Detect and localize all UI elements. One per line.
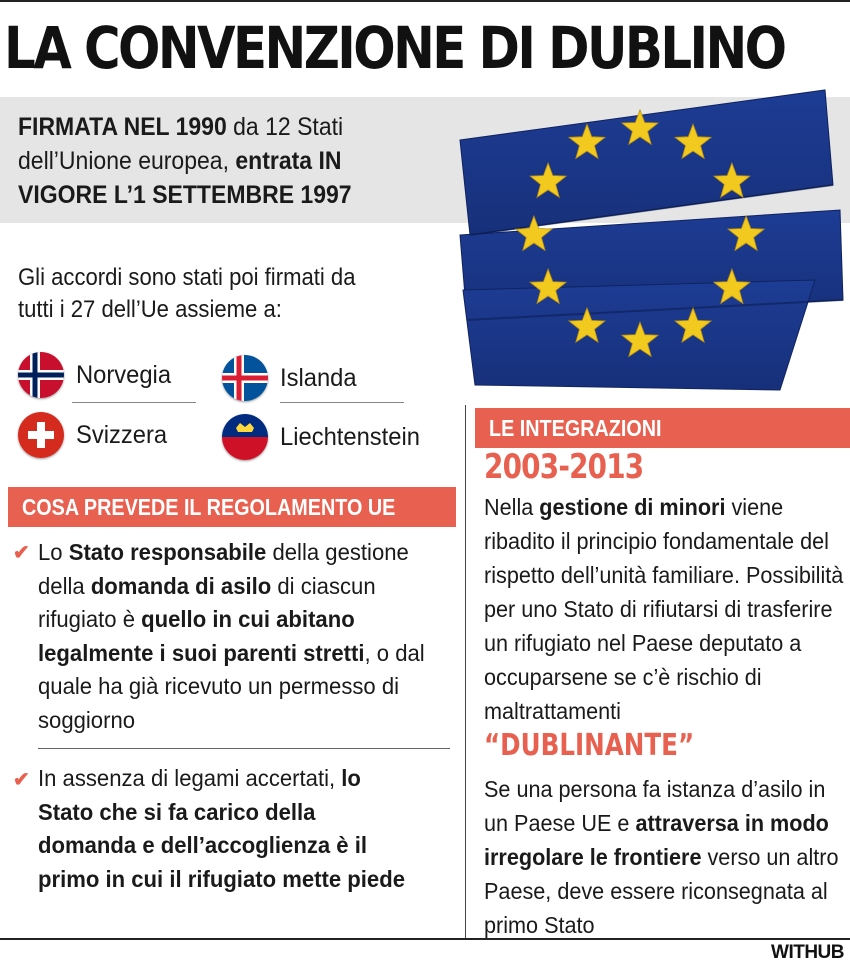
bullet-responsible-state xyxy=(38,536,433,737)
text: di ciascun rifugiato è xyxy=(38,572,376,632)
bold-text: Stato responsabile xyxy=(68,539,267,565)
bold-text: domanda di asilo xyxy=(90,572,272,599)
country-item xyxy=(222,353,361,403)
country-name: Islanda xyxy=(280,363,357,392)
bold-text: lo Stato che si fa carico della domanda e dell’accoglienza è il primo in cui il rifugiato mette piede xyxy=(38,765,405,892)
signatories-text: Gli accordi sono stati poi firmati da tutti i 27 dell’Ue assieme a: xyxy=(18,264,356,323)
text: Nella xyxy=(484,494,540,520)
country-item xyxy=(18,410,172,460)
section-heading-regulation xyxy=(8,487,456,527)
eu-flag-illustration xyxy=(455,85,845,395)
country-item xyxy=(18,350,176,400)
section-heading-label: COSA PREVEDE IL REGOLAMENTO UE xyxy=(22,494,396,520)
bold-text: attraversa in modo irregolare le frontiere xyxy=(484,810,829,870)
country-item xyxy=(222,412,427,462)
text: Se una persona fa istanza d’asilo in un Paese UE e xyxy=(484,776,826,836)
bold-text: gestione di minori xyxy=(539,494,726,520)
top-rule xyxy=(0,0,850,2)
dublinante-heading: “DUBLINANTE” xyxy=(484,728,695,763)
bullet-first-entry xyxy=(38,762,414,896)
intro-in-force: entrata IN VIGORE L’1 SETTEMBRE 1997 xyxy=(18,147,352,209)
bottom-rule xyxy=(0,938,850,940)
text: della gestione della xyxy=(38,539,409,599)
section-heading-integrations xyxy=(475,408,850,448)
intro-states: da 12 Stati dell’Unione europea, xyxy=(18,113,344,175)
credit-logo: WITHUB xyxy=(771,942,844,963)
integrations-paragraph xyxy=(484,490,850,728)
text: viene ribadito il principio fondamentale del rispetto dell’unità familiare. Possibilità per uno Stato di rifiutarsi di trasferire un rifugiato nel Paese deputato a occuparsene se c’è rischio di maltrattamenti xyxy=(484,494,844,724)
country-name: Liechtenstein xyxy=(280,422,420,451)
section-heading-label: LE INTEGRAZIONI xyxy=(489,415,662,441)
intro-text xyxy=(18,110,423,212)
column-divider xyxy=(465,405,466,939)
iceland-flag-icon xyxy=(222,355,268,401)
text: In assenza di legami accertati, xyxy=(38,765,342,791)
check-icon: ✔ xyxy=(13,542,30,564)
liechtenstein-flag-icon xyxy=(222,414,268,460)
divider xyxy=(280,402,404,403)
text: , o dal quale ha già ricevuto un permesso di soggiorno xyxy=(38,639,425,733)
divider xyxy=(72,402,196,403)
intro-signed: FIRMATA NEL 1990 xyxy=(18,113,227,141)
norway-flag-icon xyxy=(18,352,64,398)
divider xyxy=(38,748,450,749)
country-name: Norvegia xyxy=(76,360,172,389)
dublinante-paragraph xyxy=(484,772,850,942)
text: Lo xyxy=(38,539,69,565)
bold-text: quello in cui abitano legalmente i suoi parenti stretti xyxy=(38,606,365,666)
country-name: Svizzera xyxy=(76,420,168,449)
years-label: 2003-2013 xyxy=(484,447,644,487)
page-title: LA CONVENZIONE DI DUBLINO xyxy=(4,14,785,82)
check-icon: ✔ xyxy=(13,769,30,791)
switzerland-flag-icon xyxy=(18,412,64,458)
text: verso un altro Paese, deve essere riconsegnata al primo Stato xyxy=(484,844,839,938)
